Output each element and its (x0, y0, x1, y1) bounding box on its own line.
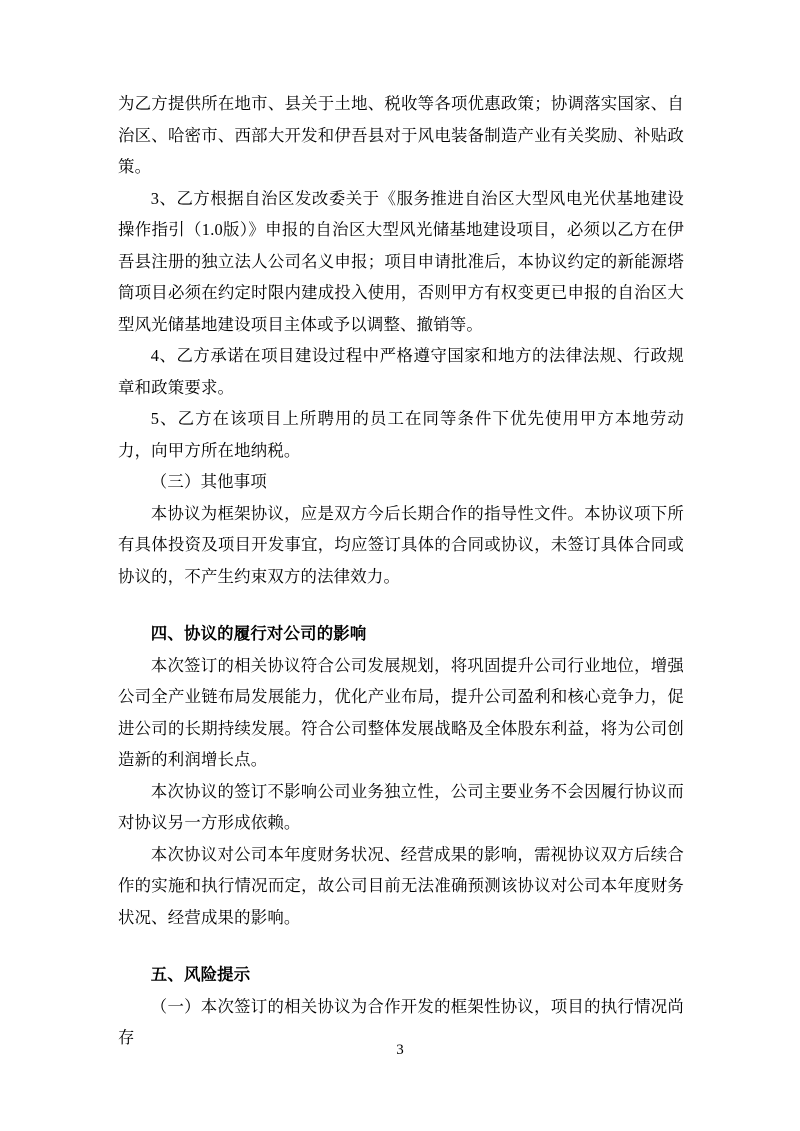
document-body (118, 88, 684, 1054)
paragraph-continuation: 为乙方提供所在地市、县关于土地、税收等各项优惠政策；协调落实国家、自治区、哈密市、西部大开发和伊吾县对于风电装备制造产业有关奖励、补贴政策。 (118, 94, 684, 176)
paragraph-risk-1: （一）本次签订的相关协议为合作开发的框架性协议，项目的执行情况尚存 (118, 996, 684, 1047)
paragraph-impact-2: 本次协议的签订不影响公司业务独立性，公司主要业务不会因履行协议而对协议另一方形成依赖。 (118, 781, 684, 832)
subsection-three-other-matters: （三）其他事项 (150, 472, 267, 491)
page-number: 3 (396, 1042, 404, 1058)
paragraph-item-4: 4、乙方承诺在项目建设过程中严格遵守国家和地方的法律法规、行政规章和政策要求。 (118, 346, 684, 397)
paragraph-item-5: 5、乙方在该项目上所聘用的员工在同等条件下优先使用甲方本地劳动力，向甲方所在地纳税。 (118, 409, 684, 460)
paragraph-item-3: 3、乙方根据自治区发改委关于《服务推进自治区大型风电光伏基地建设操作指引（1.0版）》申报的自治区大型风光储基地建设项目，必须以乙方在伊吾县注册的独立法人公司名义申报；项目申请批准后，本协议约定的新能源塔筒项目必须在约定时限内建成投入使用，否则甲方有权变更已申报的自治区大型风光储基地建设项目主体或予以调整、撤销等。 (118, 188, 684, 334)
heading-section-four: 四、协议的履行对公司的影响 (150, 624, 367, 643)
paragraph-impact-3: 本次协议对公司本年度财务状况、经营成果的影响，需视协议双方后续合作的实施和执行情况而定，故公司目前无法准确预测该协议对公司本年度财务状况、经营成果的影响。 (118, 844, 684, 927)
paragraph-framework-agreement: 本协议为框架协议，应是双方今后长期合作的指导性文件。本协议项下所有具体投资及项目开发事宜，均应签订具体的合同或协议，未签订具体合同或协议的，不产生约束双方的法律效力。 (118, 503, 684, 586)
heading-section-five: 五、风险提示 (150, 965, 251, 984)
spacer (118, 933, 684, 959)
paragraph-impact-1: 本次签订的相关协议符合公司发展规划，将巩固提升公司行业地位，增强公司全产业链布局发展能力，优化产业布局，提升公司盈利和核心竞争力，促进公司的长期持续发展。符合公司整体发展战略及全体股东利益，将为公司创造新的利润增长点。 (118, 655, 684, 769)
spacer (118, 592, 684, 618)
